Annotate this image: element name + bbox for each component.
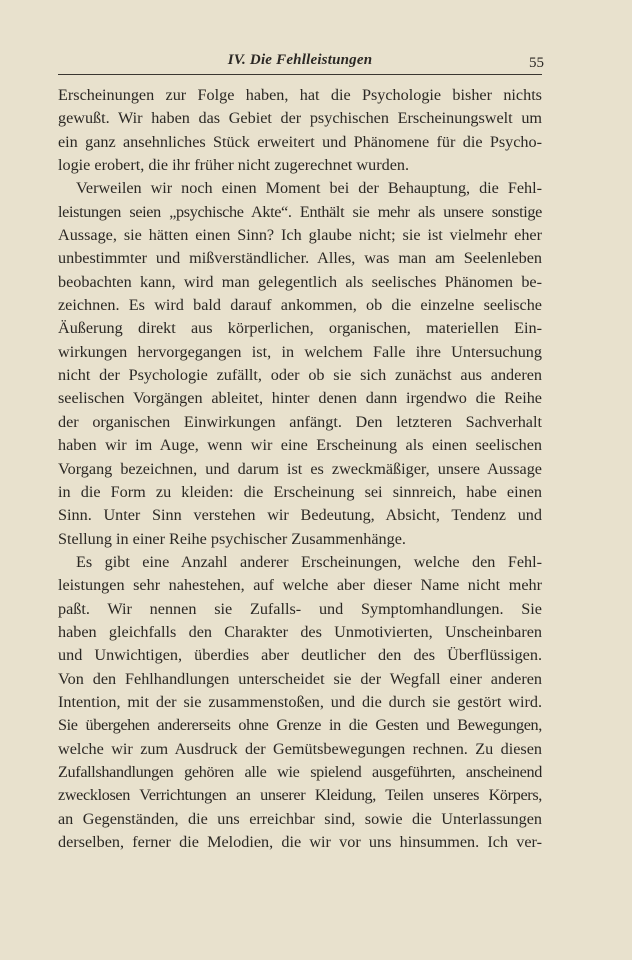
text-line: Stellung in einer Reihe psychischer Zusammenhänge.: [58, 529, 406, 548]
text-line: Sie übergehen andererseits ohne Grenze in die Gesten und Bewegungen,: [58, 716, 542, 735]
text-line: Sinn. Unter Sinn verstehen wir Bedeutung, Absicht, Tendenz und: [58, 506, 542, 525]
text-line: zeichnen. Es wird bald darauf ankommen, ob die einzelne seelische: [58, 296, 542, 315]
text-line: leistungen sehr nahestehen, auf welche aber dieser Name nicht mehr: [58, 576, 542, 595]
text-line: welche wir zum Ausdruck der Gemütsbewegungen rechnen. Zu diesen: [58, 739, 542, 758]
text-line: Zufallshandlungen gehören alle wie spielend ausgeführten, anscheinend: [58, 762, 542, 781]
text-line: seelischen Vorgängen ableitet, hinter denen dann irgendwo die Reihe: [58, 389, 542, 408]
text-line: Aussage, sie hätten einen Sinn? Ich glaube nicht; sie ist vielmehr eher: [58, 226, 542, 245]
text-line: gewußt. Wir haben das Gebiet der psychischen Erscheinungswelt um: [58, 109, 542, 128]
text-line: Vorgang bezeichnen, und darum ist es zweckmäßiger, unsere Aussage: [58, 459, 542, 478]
text-line: Verweilen wir noch einen Moment bei der Behauptung, die Fehl-: [76, 179, 542, 198]
text-line: Von den Fehlhandlungen unterscheidet sie der Wegfall einer anderen: [58, 669, 542, 688]
text-line: leistungen seien „psychische Akte“. Enthält sie mehr als unsere sonstige: [58, 202, 542, 221]
text-line: paßt. Wir nennen sie Zufalls- und Symptomhandlungen. Sie: [58, 599, 542, 618]
text-line: derselben, ferner die Melodien, die wir vor uns hinsummen. Ich ver-: [58, 833, 542, 851]
text-line: unbestimmter und mißverständlicher. Alles, was man am Seelenleben: [58, 249, 542, 268]
text-line: an Gegenständen, die uns erreichbar sind, sowie die Unterlassungen: [58, 809, 542, 828]
page-number: 55: [529, 55, 544, 71]
text-line: haben gleichfalls den Charakter des Unmotivierten, Unscheinbaren: [58, 622, 542, 641]
text-line: in die Form zu kleiden: die Erscheinung sei sinnreich, habe einen: [58, 482, 542, 501]
text-line: Äußerung direkt aus körperlichen, organischen, materiellen Ein-: [58, 319, 542, 338]
text-line: Intention, mit der sie zusammenstoßen, und die durch sie gestört wird.: [58, 692, 542, 711]
text-line: logie erobert, die ihr früher nicht zugerechnet wurden.: [58, 156, 410, 175]
header-rule: [58, 74, 542, 75]
text-line: der organischen Einwirkungen anfängt. Den letzteren Sachverhalt: [58, 412, 542, 431]
text-line: zwecklosen Verrichtungen an unserer Kleidung, Teilen unseres Körpers,: [58, 786, 542, 805]
chapter-title: IV. Die Fehlleistungen: [227, 52, 373, 68]
text-line: wirkungen hervorgegangen ist, in welchem Falle ihre Untersuchung: [58, 342, 542, 361]
text-line: beobachten kann, wird man gelegentlich als seelisches Phänomen be-: [58, 272, 542, 291]
text-line: nicht der Psychologie zufällt, oder ob sie sich zunächst aus anderen: [58, 366, 542, 385]
text-line: Erscheinungen zur Folge haben, hat die Psychologie bisher nichts: [58, 86, 542, 104]
text-line: ein ganz ansehnliches Stück erweitert und Phänomene für die Psycho-: [58, 132, 542, 151]
text-line: und Unwichtigen, überdies aber deutlicher den des Überflüssigen.: [58, 646, 542, 665]
text-line: haben wir im Auge, wenn wir eine Erscheinung als einen seelischen: [58, 436, 542, 455]
body-text: [58, 84, 542, 854]
text-line: Es gibt eine Anzahl anderer Erscheinungen, welche den Fehl-: [76, 552, 542, 571]
